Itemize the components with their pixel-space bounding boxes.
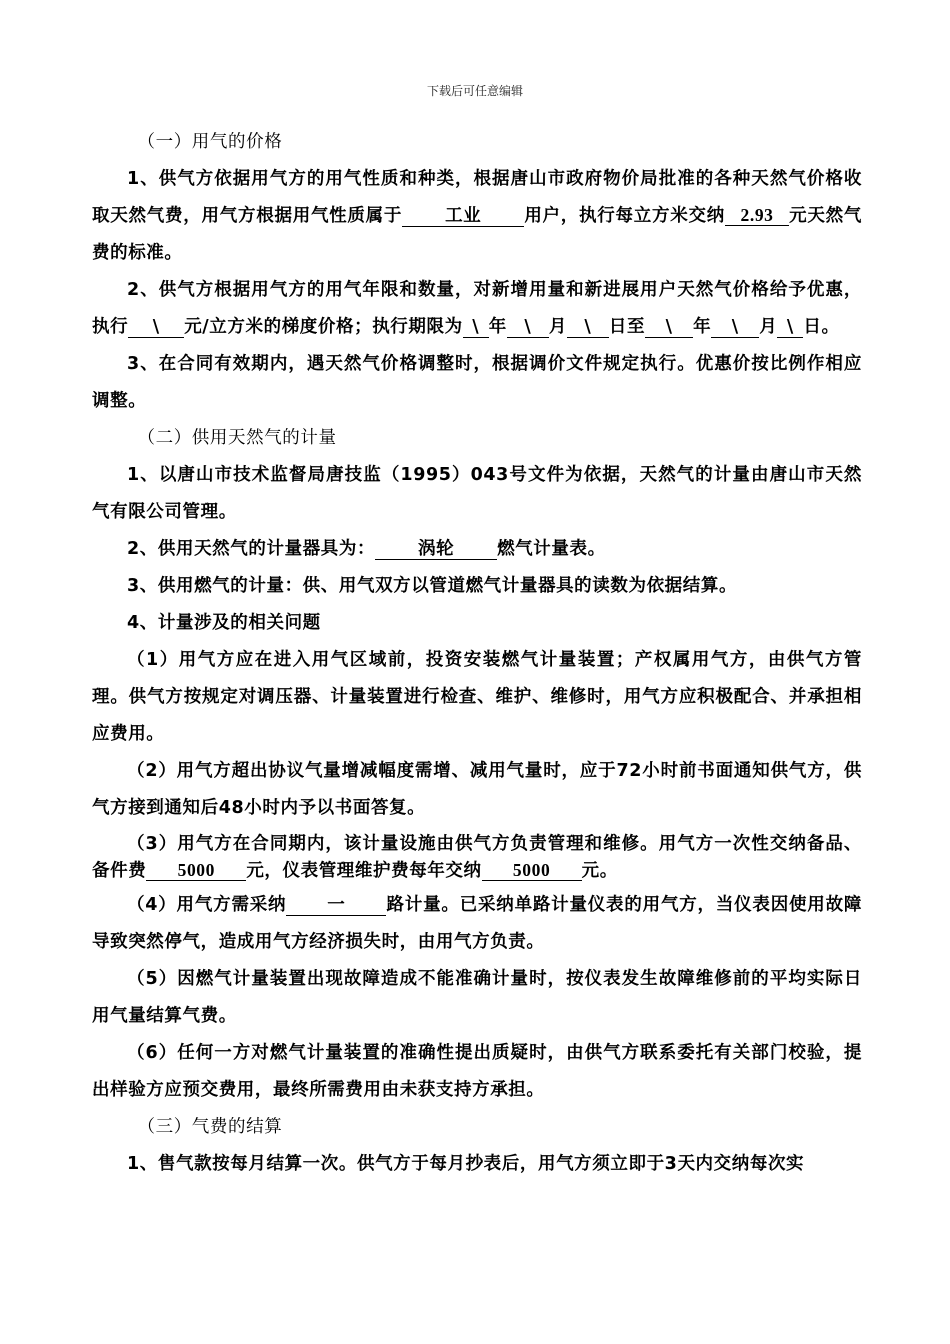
- text: 月: [548, 317, 567, 337]
- paragraph-metering-3: 3、供用燃气的计量：供、用气双方以管道燃气计量器具的读数为依据结算。: [127, 576, 738, 596]
- clause-metering-6: （6）任何一方对燃气计量装置的准确性提出质疑时，由供气方联系委托有关部门校验，提出样验方应预交费用，最终所需费用由未获支持方承担。: [92, 1043, 862, 1100]
- fill-end-day: \: [777, 317, 803, 338]
- fill-start-year: \: [463, 317, 489, 338]
- paragraph-price-1: [92, 161, 862, 272]
- section-title-settlement: （三）气费的结算: [137, 1117, 283, 1137]
- text: 元，仪表管理维护费每年交纳: [246, 861, 482, 881]
- text: 日。: [803, 317, 840, 337]
- paragraph-price-2: [92, 272, 862, 346]
- section-title-price: （一）用气的价格: [137, 132, 283, 152]
- section-title-metering: （二）供用天然气的计量: [137, 428, 337, 448]
- clause-metering-3: [92, 831, 862, 885]
- fill-metering-routes: 一: [286, 895, 386, 916]
- paragraph-metering-4: 4、计量涉及的相关问题: [127, 613, 321, 633]
- text: （3）用气方在合同期内，该计量设施由供气方负责管理和维修。用气方一次性交纳备品、备件费: [92, 834, 862, 881]
- page-header: 下载后可任意编辑: [426, 84, 523, 98]
- paragraph-settlement-1: 1、售气款按每月结算一次。供气方于每月抄表后，用气方须立即于3天内交纳每次实: [127, 1154, 805, 1174]
- fill-start-day: \: [567, 317, 609, 338]
- text: 月: [759, 317, 778, 337]
- text: 日至: [608, 317, 646, 337]
- clause-metering-1: （1）用气方应在进入用气区域前，投资安装燃气计量装置；产权属用气方，由供气方管理。供气方按规定对调压器、计量装置进行检查、维护、维修时，用气方应积极配合、并承担相应费用。: [92, 650, 862, 744]
- clause-metering-2: （2）用气方超出协议气量增减幅度需增、减用气量时，应于72小时前书面通知供气方，供气方接到通知后48小时内予以书面答复。: [92, 761, 862, 818]
- clause-metering-4: [92, 887, 862, 961]
- text: 1、供气方依据用气方的用气性质和种类，根据唐山市政府物价局批准的各种天然气价格收取天然气费，用气方根据用气性质属于: [92, 169, 862, 226]
- fill-maintenance-fee: 5000: [482, 860, 582, 881]
- paragraph-metering-1: 1、以唐山市技术监督局唐技监（1995）043号文件为依据，天然气的计量由唐山市天然气有限公司管理。: [92, 465, 862, 522]
- text: 燃气计量表。: [497, 539, 606, 559]
- text: 2、供用天然气的计量器具为：: [127, 539, 376, 559]
- fill-end-year: \: [645, 317, 693, 338]
- clause-metering-5: （5）因燃气计量装置出现故障造成不能准确计量时，按仪表发生故障维修前的平均实际日用气量结算气费。: [92, 969, 862, 1026]
- document-body: [92, 124, 862, 1183]
- text: 年: [488, 317, 507, 337]
- text: 路计量。已采纳单路计量仪表的用气方，当仪表因使用故障导致突然停气，造成用气方经济损失时，由用气方负责。: [92, 895, 862, 952]
- fill-start-month: \: [507, 317, 549, 338]
- text: 元。: [581, 861, 618, 881]
- text: 元天然气费的标准。: [92, 206, 862, 263]
- paragraph-price-3: 3、在合同有效期内，遇天然气价格调整时，根据调价文件规定执行。优惠价按比例作相应调整。: [92, 354, 862, 411]
- text: （4）用气方需采纳: [127, 895, 287, 915]
- text: 元/立方米的梯度价格；执行期限为: [184, 317, 463, 337]
- text: 用户，执行每立方米交纳: [524, 206, 726, 226]
- fill-end-month: \: [711, 317, 759, 338]
- fill-gas-nature: 工业: [402, 206, 524, 227]
- text: 2、供气方根据用气方的用气年限和数量，对新增用量和新进展用户天然气价格给予优惠，执行: [92, 280, 862, 337]
- fill-tier-price: \: [128, 317, 184, 338]
- fill-spare-parts-fee: 5000: [146, 860, 246, 881]
- fill-unit-price: 2.93: [725, 205, 789, 226]
- text: 年: [693, 317, 712, 337]
- paragraph-metering-2: [92, 531, 862, 568]
- fill-meter-type: 涡轮: [375, 539, 497, 560]
